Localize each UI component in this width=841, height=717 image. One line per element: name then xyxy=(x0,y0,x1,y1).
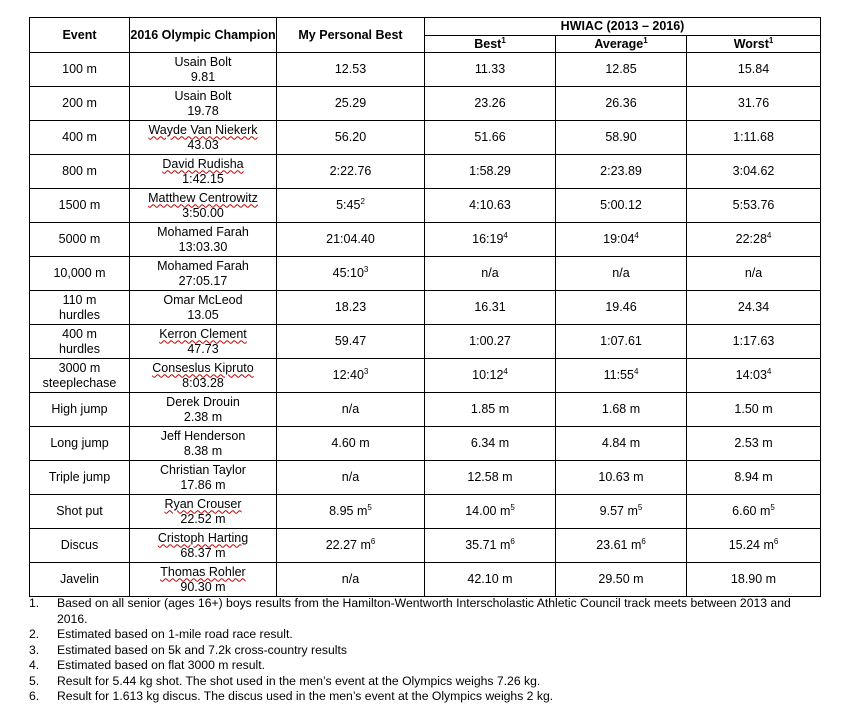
header-worst-label: Worst xyxy=(733,36,769,51)
hwiac-average-value: 10.63 m xyxy=(598,470,644,484)
champion-cell xyxy=(130,563,277,597)
champion-result: 17.86 m xyxy=(180,477,226,492)
champion-cell xyxy=(130,87,277,121)
header-event: Event xyxy=(30,18,130,53)
footnote-ref: 6 xyxy=(773,536,779,546)
header-hwiac: HWIAC (2013 – 2016) xyxy=(425,18,821,36)
hwiac-average-value: 19.46 xyxy=(605,300,637,314)
personal-best-value: n/a xyxy=(341,572,360,586)
champion-result: 68.37 m xyxy=(180,545,226,560)
hwiac-best-cell xyxy=(425,189,556,223)
champion-name: Matthew Centrowitz xyxy=(148,190,258,205)
champion-result: 3:50.00 xyxy=(182,205,224,220)
event-name: Discus xyxy=(60,538,99,552)
hwiac-worst-value: n/a xyxy=(744,266,763,280)
hwiac-worst-value: 15.24 m xyxy=(728,538,774,552)
champion-name: Cristoph Harting xyxy=(157,530,249,545)
personal-best-value: 56.20 xyxy=(334,130,367,144)
hwiac-worst-value: 31.76 xyxy=(737,96,770,110)
event-cell xyxy=(30,257,130,291)
hwiac-average-value: 26.36 xyxy=(605,96,637,110)
champion-cell xyxy=(130,155,277,189)
event-name: 400 m xyxy=(62,326,97,341)
footnote-ref: 4 xyxy=(633,366,639,376)
results-table xyxy=(29,17,821,597)
hwiac-worst-cell xyxy=(687,53,821,87)
hwiac-average-cell xyxy=(556,359,687,393)
table-row xyxy=(30,53,821,87)
event-cell xyxy=(30,155,130,189)
event-name: Javelin xyxy=(60,572,99,586)
hwiac-best-value: 35.71 m xyxy=(465,538,511,552)
footnote-text: Estimated based on 5k and 7.2k cross-country results xyxy=(57,642,347,657)
footnote-number: 4. xyxy=(29,658,40,672)
event-name: Triple jump xyxy=(48,470,111,484)
event-name: 100 m xyxy=(62,62,97,76)
footnote-item xyxy=(29,674,809,690)
champion-name: Usain Bolt xyxy=(174,88,232,103)
hwiac-average-cell xyxy=(556,529,687,563)
champion-result: 13.05 xyxy=(187,307,219,322)
footnote-ref: 5 xyxy=(367,502,372,512)
footnote-item xyxy=(29,658,809,674)
hwiac-worst-cell xyxy=(687,325,821,359)
champion-cell xyxy=(130,223,277,257)
footnote-number: 5. xyxy=(29,673,40,688)
table-row xyxy=(30,359,821,393)
table-row xyxy=(30,563,821,597)
hwiac-average-cell xyxy=(556,121,687,155)
champion-result: 8:03.28 xyxy=(182,375,224,390)
champion-name: Derek Drouin xyxy=(166,394,240,409)
footnote-text: Estimated based on flat 3000 m result. xyxy=(57,658,265,672)
hwiac-worst-cell xyxy=(687,461,821,495)
hwiac-worst-cell xyxy=(687,223,821,257)
hwiac-average-value: 12.85 xyxy=(605,62,637,76)
hwiac-worst-value: 1:17.63 xyxy=(732,334,775,348)
personal-best-value: n/a xyxy=(341,470,360,484)
hwiac-worst-value: 6.60 m xyxy=(732,504,771,518)
hwiac-best-value: 12.58 m xyxy=(467,470,513,484)
event-cell xyxy=(30,461,130,495)
footnote-number: 1. xyxy=(29,596,40,610)
hwiac-average-value: 9.57 m xyxy=(599,504,638,518)
personal-best-cell xyxy=(277,155,425,189)
hwiac-worst-cell xyxy=(687,257,821,291)
footnote-item xyxy=(29,596,809,627)
footnote-ref: 6 xyxy=(510,536,515,546)
hwiac-worst-cell xyxy=(687,87,821,121)
hwiac-best-value: n/a xyxy=(481,266,499,280)
event-name-line2: hurdles xyxy=(59,341,100,356)
footnote-ref: 5 xyxy=(637,502,643,512)
footnote-ref: 4 xyxy=(503,366,508,376)
event-cell xyxy=(30,53,130,87)
personal-best-value: 45:10 xyxy=(332,266,364,280)
champion-cell xyxy=(130,121,277,155)
event-name: 400 m xyxy=(62,130,97,144)
hwiac-average-value: 2:23.89 xyxy=(600,164,642,178)
personal-best-value: 12.53 xyxy=(334,62,367,76)
header-best-note: 1 xyxy=(501,35,506,45)
header-champion: 2016 Olympic Champion xyxy=(130,18,277,53)
champion-name: Wayde Van Niekerk xyxy=(148,122,258,137)
table-row xyxy=(30,87,821,121)
hwiac-average-cell xyxy=(556,325,687,359)
hwiac-best-cell xyxy=(425,325,556,359)
champion-name: David Rudisha xyxy=(162,156,244,171)
event-cell xyxy=(30,223,130,257)
personal-best-value: 22.27 m xyxy=(325,538,371,552)
personal-best-cell xyxy=(277,529,425,563)
hwiac-best-cell xyxy=(425,359,556,393)
event-name: 110 m xyxy=(62,292,97,307)
hwiac-worst-value: 5:53.76 xyxy=(732,198,775,212)
footnote-item xyxy=(29,643,809,659)
personal-best-value: 25.29 xyxy=(334,96,367,110)
header-average xyxy=(556,36,687,53)
hwiac-worst-cell xyxy=(687,121,821,155)
hwiac-worst-cell xyxy=(687,189,821,223)
footnote-ref: 4 xyxy=(503,230,508,240)
hwiac-worst-cell xyxy=(687,529,821,563)
event-cell xyxy=(30,563,130,597)
event-name: 3000 m xyxy=(58,360,101,375)
hwiac-average-cell xyxy=(556,427,687,461)
hwiac-average-cell xyxy=(556,257,687,291)
hwiac-worst-cell xyxy=(687,427,821,461)
footnote-ref: 4 xyxy=(766,230,772,240)
champion-cell xyxy=(130,359,277,393)
table-row xyxy=(30,155,821,189)
personal-best-cell xyxy=(277,359,425,393)
table-row xyxy=(30,189,821,223)
champion-name: Mohamed Farah xyxy=(157,224,249,239)
header-row xyxy=(30,18,821,36)
champion-cell xyxy=(130,427,277,461)
hwiac-average-cell xyxy=(556,223,687,257)
event-cell xyxy=(30,121,130,155)
hwiac-best-value: 1:58.29 xyxy=(469,164,511,178)
champion-result: 19.78 xyxy=(187,103,219,118)
table-row xyxy=(30,495,821,529)
hwiac-best-value: 42.10 m xyxy=(467,572,513,586)
personal-best-cell xyxy=(277,189,425,223)
personal-best-cell xyxy=(277,257,425,291)
hwiac-average-cell xyxy=(556,155,687,189)
hwiac-best-value: 16:19 xyxy=(472,232,504,246)
table-row xyxy=(30,461,821,495)
hwiac-best-value: 1.85 m xyxy=(470,402,510,416)
hwiac-worst-value: 24.34 xyxy=(737,300,770,314)
hwiac-worst-cell xyxy=(687,359,821,393)
hwiac-worst-value: 22:28 xyxy=(735,232,767,246)
champion-cell xyxy=(130,529,277,563)
hwiac-best-value: 14.00 m xyxy=(465,504,511,518)
champion-result: 22.52 m xyxy=(180,511,226,526)
champion-result: 27:05.17 xyxy=(178,273,228,288)
champion-cell xyxy=(130,393,277,427)
personal-best-cell xyxy=(277,427,425,461)
header-best-label: Best xyxy=(474,36,502,51)
hwiac-average-cell xyxy=(556,87,687,121)
hwiac-best-value: 51.66 xyxy=(474,130,506,144)
footnote-ref: 4 xyxy=(766,366,772,376)
personal-best-cell xyxy=(277,291,425,325)
champion-cell xyxy=(130,53,277,87)
personal-best-value: 59.47 xyxy=(334,334,367,348)
event-name: 5000 m xyxy=(58,232,101,246)
champion-name: Ryan Crouser xyxy=(164,496,242,511)
footnotes xyxy=(29,596,809,705)
hwiac-best-cell xyxy=(425,87,556,121)
hwiac-worst-value: 18.90 m xyxy=(730,572,777,586)
footnote-ref: 4 xyxy=(634,230,639,240)
champion-result: 47.73 xyxy=(187,341,219,356)
hwiac-best-cell xyxy=(425,155,556,189)
hwiac-worst-value: 1:11.68 xyxy=(733,130,774,144)
table-row xyxy=(30,257,821,291)
hwiac-worst-cell xyxy=(687,495,821,529)
header-average-note: 1 xyxy=(643,35,648,45)
personal-best-value: 18.23 xyxy=(334,300,367,314)
event-cell xyxy=(30,291,130,325)
hwiac-average-cell xyxy=(556,53,687,87)
champion-cell xyxy=(130,189,277,223)
hwiac-average-value: n/a xyxy=(612,266,630,280)
table-row xyxy=(30,121,821,155)
footnote-text: Result for 5.44 kg shot. The shot used in the men’s event at the Olympics weighs 7.26 kg. xyxy=(57,673,541,688)
event-cell xyxy=(30,359,130,393)
champion-name: Jeff Henderson xyxy=(160,428,246,443)
event-name: High jump xyxy=(51,402,108,416)
hwiac-best-cell xyxy=(425,121,556,155)
hwiac-best-cell xyxy=(425,291,556,325)
hwiac-worst-value: 8.94 m xyxy=(734,470,773,484)
header-best xyxy=(425,36,556,53)
header-worst xyxy=(687,36,821,53)
personal-best-cell xyxy=(277,223,425,257)
hwiac-average-cell xyxy=(556,461,687,495)
personal-best-value: n/a xyxy=(341,402,360,416)
hwiac-average-value: 29.50 m xyxy=(598,572,644,586)
champion-result: 43.03 xyxy=(187,137,219,152)
hwiac-average-value: 19:04 xyxy=(603,232,635,246)
hwiac-average-cell xyxy=(556,495,687,529)
hwiac-best-cell xyxy=(425,257,556,291)
hwiac-best-cell xyxy=(425,529,556,563)
champion-name: Conseslus Kipruto xyxy=(152,360,254,375)
champion-result: 13:03.30 xyxy=(178,239,228,254)
hwiac-worst-value: 15.84 xyxy=(737,62,770,76)
hwiac-worst-cell xyxy=(687,291,821,325)
event-name: 800 m xyxy=(62,164,97,178)
personal-best-cell xyxy=(277,53,425,87)
personal-best-value: 21:04.40 xyxy=(326,232,375,246)
event-cell xyxy=(30,427,130,461)
event-name-line2: hurdles xyxy=(59,307,100,322)
table-row xyxy=(30,427,821,461)
champion-result: 9.81 xyxy=(190,69,216,84)
footnote-number: 2. xyxy=(29,627,40,641)
event-name: 1500 m xyxy=(58,198,101,212)
event-cell xyxy=(30,529,130,563)
hwiac-best-cell xyxy=(425,53,556,87)
event-name: Long jump xyxy=(50,436,109,450)
champion-cell xyxy=(130,461,277,495)
hwiac-worst-value: 14:03 xyxy=(735,368,767,382)
event-cell xyxy=(30,393,130,427)
hwiac-best-value: 10:12 xyxy=(472,368,504,382)
event-cell xyxy=(30,189,130,223)
personal-best-cell xyxy=(277,121,425,155)
hwiac-average-value: 4.84 m xyxy=(601,436,641,450)
personal-best-value: 8.95 m xyxy=(329,504,368,518)
hwiac-worst-cell xyxy=(687,563,821,597)
table-row xyxy=(30,291,821,325)
champion-cell xyxy=(130,291,277,325)
hwiac-best-value: 16.31 xyxy=(474,300,506,314)
header-personal-best: My Personal Best xyxy=(277,18,425,53)
hwiac-average-cell xyxy=(556,189,687,223)
hwiac-best-cell xyxy=(425,223,556,257)
hwiac-average-cell xyxy=(556,393,687,427)
footnote-text: Result for 1.613 kg discus. The discus used in the men’s event at the Olympics weighs 2 kg. xyxy=(57,689,554,703)
footnote-ref: 3 xyxy=(363,366,369,376)
champion-result: 8.38 m xyxy=(183,443,223,458)
hwiac-best-cell xyxy=(425,393,556,427)
hwiac-average-value: 5:00.12 xyxy=(600,198,642,212)
table-row xyxy=(30,529,821,563)
footnote-ref: 6 xyxy=(370,536,376,546)
footnote-ref: 2 xyxy=(360,196,365,206)
header-average-label: Average xyxy=(594,36,644,51)
header-worst-note: 1 xyxy=(768,35,774,45)
champion-name: Omar McLeod xyxy=(163,292,243,307)
footnote-item xyxy=(29,689,809,705)
personal-best-value: 12:40 xyxy=(332,368,364,382)
personal-best-value: 2:22.76 xyxy=(329,164,372,178)
footnote-text: Based on all senior (ages 16+) boys results from the Hamilton-Wentworth Interscholastic Athletic Council track meets between 2013 and 2016. xyxy=(57,596,791,626)
champion-cell xyxy=(130,257,277,291)
personal-best-cell xyxy=(277,325,425,359)
footnote-ref: 5 xyxy=(510,502,515,512)
hwiac-average-value: 23.61 m xyxy=(596,538,642,552)
hwiac-average-value: 11:55 xyxy=(603,368,634,382)
event-name-line2: steeplechase xyxy=(42,375,117,390)
personal-best-cell xyxy=(277,495,425,529)
hwiac-worst-value: 2.53 m xyxy=(734,436,773,450)
personal-best-cell xyxy=(277,87,425,121)
hwiac-best-value: 11.33 xyxy=(474,62,506,76)
champion-name: Thomas Rohler xyxy=(160,564,246,579)
event-name: 10,000 m xyxy=(53,266,106,280)
personal-best-cell xyxy=(277,563,425,597)
hwiac-worst-value: 1.50 m xyxy=(734,402,773,416)
hwiac-worst-value: 3:04.62 xyxy=(732,164,775,178)
footnote-number: 6. xyxy=(29,689,40,703)
personal-best-value: 5:45 xyxy=(336,198,361,212)
event-cell xyxy=(30,87,130,121)
champion-result: 1:42.15 xyxy=(182,171,224,186)
champion-result: 90.30 m xyxy=(180,579,226,594)
champion-name: Kerron Clement xyxy=(159,326,247,341)
personal-best-cell xyxy=(277,393,425,427)
footnote-ref: 6 xyxy=(641,536,646,546)
personal-best-cell xyxy=(277,461,425,495)
personal-best-value: 4.60 m xyxy=(331,436,370,450)
table-row xyxy=(30,223,821,257)
champion-result: 2.38 m xyxy=(183,409,223,424)
champion-cell xyxy=(130,495,277,529)
hwiac-best-cell xyxy=(425,495,556,529)
champion-name: Christian Taylor xyxy=(160,462,246,477)
hwiac-average-cell xyxy=(556,563,687,597)
event-name: 200 m xyxy=(62,96,97,110)
hwiac-average-value: 1:07.61 xyxy=(600,334,642,348)
event-cell xyxy=(30,495,130,529)
footnote-ref: 5 xyxy=(770,502,775,512)
hwiac-worst-cell xyxy=(687,155,821,189)
champion-name: Usain Bolt xyxy=(174,54,232,69)
footnote-ref: 3 xyxy=(363,264,369,274)
hwiac-average-cell xyxy=(556,291,687,325)
footnote-text: Estimated based on 1-mile road race result. xyxy=(57,627,293,641)
hwiac-best-value: 23.26 xyxy=(474,96,506,110)
hwiac-best-cell xyxy=(425,427,556,461)
hwiac-best-value: 1:00.27 xyxy=(469,334,511,348)
event-cell xyxy=(30,325,130,359)
event-name: Shot put xyxy=(56,504,103,518)
champion-name: Mohamed Farah xyxy=(157,258,249,273)
hwiac-average-value: 58.90 xyxy=(605,130,637,144)
hwiac-best-value: 4:10.63 xyxy=(469,198,511,212)
hwiac-worst-cell xyxy=(687,393,821,427)
hwiac-average-value: 1.68 m xyxy=(601,402,641,416)
table-row xyxy=(30,325,821,359)
footnote-number: 3. xyxy=(29,642,40,657)
table-row xyxy=(30,393,821,427)
hwiac-best-value: 6.34 m xyxy=(470,436,510,450)
hwiac-best-cell xyxy=(425,461,556,495)
footnote-item xyxy=(29,627,809,643)
champion-cell xyxy=(130,325,277,359)
hwiac-best-cell xyxy=(425,563,556,597)
